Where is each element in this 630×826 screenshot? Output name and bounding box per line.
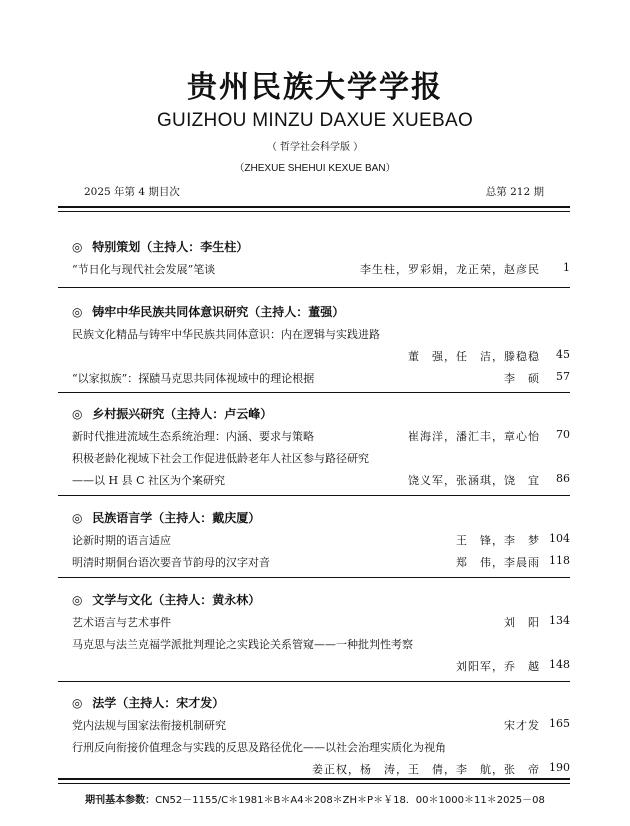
section-marker-icon: ◎ (72, 240, 83, 254)
toc-section (72, 303, 570, 389)
section-marker-icon: ◎ (72, 511, 83, 525)
toc-entry[interactable] (72, 529, 570, 551)
entry-title: 党内法规与国家法衔接机制研究 (72, 719, 226, 732)
entry-authors: 宋才发 (504, 719, 540, 732)
entry-authors: 王 锋，李 梦 (456, 534, 540, 547)
entry-authors: 刘 阳 (504, 616, 540, 629)
section-heading-text: 文学与文化（主持人：黄永林） (92, 593, 261, 607)
entry-page: 165 (549, 717, 570, 730)
section-heading (72, 405, 570, 425)
entry-authors: 姜正权，杨 涛，王 倩，李 航，张 帝 (312, 763, 540, 776)
entry-title: “以家拟族”：探赜马克思共同体视域中的理论根据 (72, 372, 315, 385)
issue-row (84, 184, 544, 200)
toc-entry[interactable] (72, 323, 570, 367)
entry-page: 190 (549, 761, 570, 774)
toc-entry[interactable] (72, 714, 570, 736)
section-divider (58, 392, 570, 393)
entry-page: 148 (549, 658, 570, 671)
entry-title: 马克思与法兰克福学派批判理论之实践论关系管窥——一种批判性考察 (72, 638, 413, 651)
toc-entry[interactable] (72, 736, 570, 780)
journal-subtitle-pinyin: （ZHEXUE SHEHUI KEXUE BAN） (234, 163, 396, 174)
toc-section (72, 694, 570, 780)
entry-page: 118 (549, 554, 570, 567)
toc-section (72, 509, 570, 573)
double-rule-top (58, 778, 570, 780)
issue-label: 2025 年第 4 期目次 (84, 186, 180, 198)
journal-parameters (0, 791, 630, 806)
entry-page: 104 (549, 532, 570, 545)
entry-authors: 李生柱，罗彩娟，龙正荣，赵彦民 (360, 263, 540, 276)
entry-page: 134 (549, 614, 570, 627)
entry-authors: 董 强，任 洁，滕稳稳 (408, 350, 540, 363)
entry-title: 新时代推进流域生态系统治理：内涵、要求与策略 (72, 430, 314, 443)
double-rule-bottom (58, 211, 570, 212)
toc-entry[interactable] (72, 258, 570, 280)
double-rule-bottom (58, 783, 570, 784)
toc-entry[interactable] (72, 425, 570, 447)
entry-authors: 饶义军，张涵琪，饶 宜 (408, 474, 540, 487)
entry-page: 57 (556, 370, 570, 383)
section-divider (58, 577, 570, 578)
entry-authors: 刘阳军，乔 越 (456, 660, 540, 673)
section-heading (72, 694, 570, 714)
entry-subtitle: ——以 H 县 C 社区为个案研究 (72, 474, 225, 487)
entry-title: 民族文化精品与铸牢中华民族共同体意识：内在逻辑与实践进路 (72, 328, 380, 341)
toc-section (72, 238, 570, 280)
entry-title: 论新时期的语言适应 (72, 534, 171, 547)
section-divider (58, 681, 570, 682)
entry-page: 45 (556, 348, 570, 361)
section-marker-icon: ◎ (72, 305, 83, 319)
entry-page: 86 (556, 472, 570, 485)
toc-section (72, 405, 570, 491)
entry-page: 70 (556, 428, 570, 441)
toc-entry[interactable] (72, 367, 570, 389)
parameters-value: CN52－1155/C＊1981＊B＊A4＊208＊ZH＊P＊￥18．00＊1000＊11＊2025－08 (155, 795, 545, 806)
section-heading (72, 591, 570, 611)
entry-title: “节日化与现代社会发展”笔谈 (72, 263, 216, 276)
section-heading (72, 238, 570, 258)
entry-title: 积极老龄化视域下社会工作促进低龄老年人社区参与路径研究 (72, 452, 369, 465)
entry-page: 1 (563, 261, 570, 274)
entry-authors: 郑 伟，李晨雨 (456, 556, 540, 569)
journal-title-pinyin: GUIZHOU MINZU DAXUE XUEBAO (156, 110, 474, 131)
parameters-label: 期刊基本参数： (85, 795, 156, 806)
section-heading-text: 铸牢中华民族共同体意识研究（主持人：董强） (92, 305, 345, 319)
section-divider (58, 495, 570, 496)
toc-entry[interactable] (72, 447, 570, 491)
entry-title: 艺术语言与艺术事件 (72, 616, 171, 629)
section-heading-text: 乡村振兴研究（主持人：卢云峰） (92, 407, 273, 421)
entry-authors: 崔海洋，潘汇丰，章心怡 (408, 430, 540, 443)
journal-subtitle: （ 哲学社会科学版 ） (266, 142, 364, 153)
section-marker-icon: ◎ (72, 593, 83, 607)
entry-authors: 李 硕 (504, 372, 540, 385)
toc-entry[interactable] (72, 611, 570, 633)
toc-section (72, 591, 570, 677)
section-heading-text: 法学（主持人：宋才发） (92, 696, 225, 710)
entry-title: 行刑反向衔接价值理念与实践的反思及路径优化——以社会治理实质化为视角 (72, 741, 446, 754)
section-heading (72, 303, 570, 323)
section-heading-text: 特别策划（主持人：李生柱） (92, 240, 249, 254)
section-heading (72, 509, 570, 529)
entry-title: 明清时期侗台语次要音节韵母的汉字对音 (72, 556, 270, 569)
issue-total: 总第 212 期 (485, 186, 544, 198)
section-divider (58, 287, 570, 288)
toc-entry[interactable] (72, 551, 570, 573)
section-heading-text: 民族语言学（主持人：戴庆厦） (92, 511, 261, 525)
toc-entry[interactable] (72, 633, 570, 677)
journal-logo: 贵州民族大学学报 (187, 70, 443, 105)
section-marker-icon: ◎ (72, 407, 83, 421)
double-rule-top (58, 206, 570, 208)
section-marker-icon: ◎ (72, 696, 83, 710)
